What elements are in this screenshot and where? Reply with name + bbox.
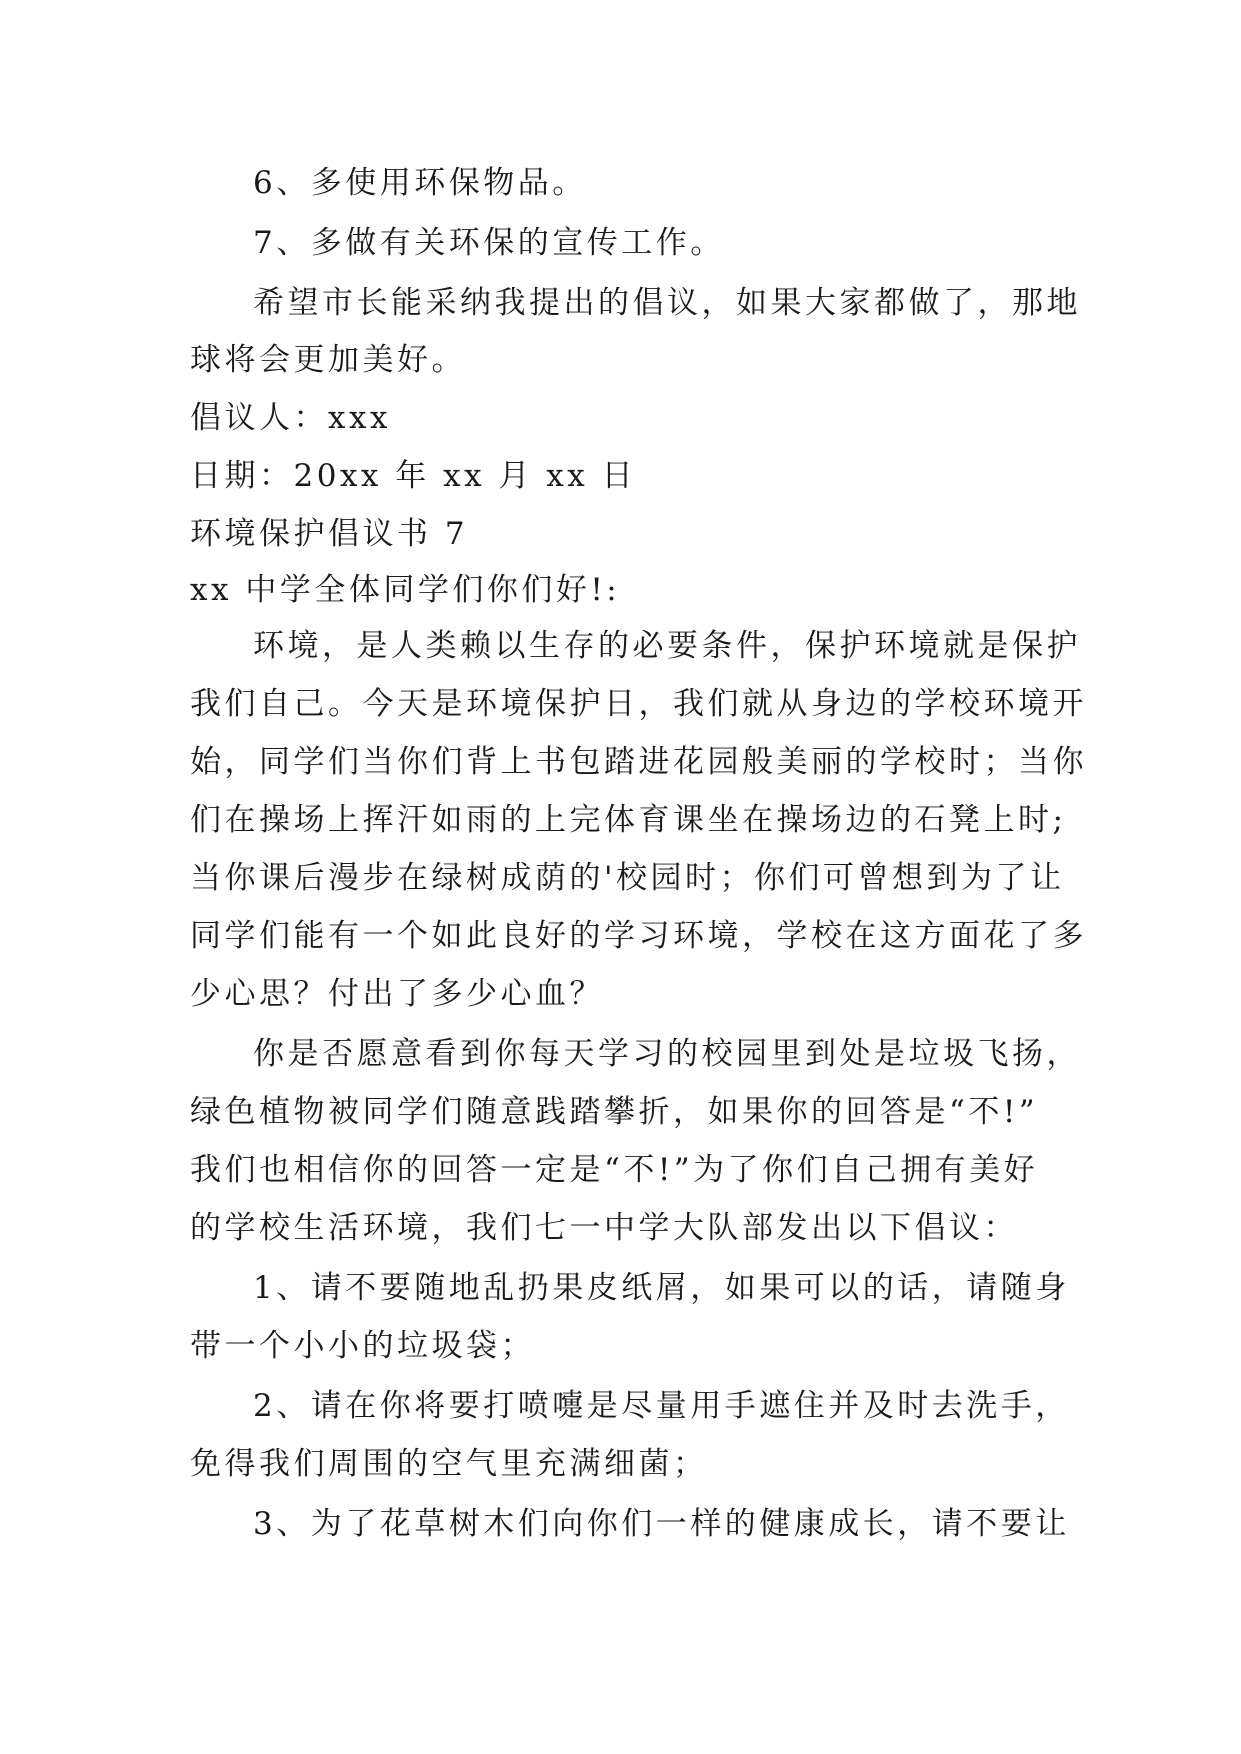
paragraph-environment-line-6: 同学们能有一个如此良好的学习环境，学校在这方面花了多 xyxy=(190,918,1087,954)
paragraph-hope-line-1: 希望市长能采纳我提出的倡议，如果大家都做了，那地 xyxy=(253,285,1081,321)
section-title: 环境保护倡议书 7 xyxy=(190,516,469,552)
paragraph-environment-line-7: 少心思？付出了多少心血？ xyxy=(190,976,604,1012)
list-item-7: 7、多做有关环保的宣传工作。 xyxy=(253,225,725,261)
proposer-line: 倡议人：xxx xyxy=(190,400,391,436)
proposal-3-line-1: 3、为了花草树木们向你们一样的健康成长，请不要让 xyxy=(253,1506,1070,1542)
salutation: xx 中学全体同学们你们好!: xyxy=(190,572,621,608)
paragraph-willing-line-4: 的学校生活环境，我们七一中学大队部发出以下倡议： xyxy=(190,1210,1018,1246)
proposal-1-line-1: 1、请不要随地乱扔果皮纸屑，如果可以的话，请随身 xyxy=(253,1270,1070,1306)
paragraph-environment-line-2: 我们自己。今天是环境保护日，我们就从身边的学校环境开 xyxy=(190,686,1087,722)
paragraph-environment-line-5: 当你课后漫步在绿树成荫的'校园时；你们可曾想到为了让 xyxy=(190,860,1065,896)
proposal-2-line-2: 免得我们周围的空气里充满细菌； xyxy=(190,1446,708,1482)
proposal-2-line-1: 2、请在你将要打喷嚏是尽量用手遮住并及时去洗手， xyxy=(253,1388,1070,1424)
paragraph-willing-line-1: 你是否愿意看到你每天学习的校园里到处是垃圾飞扬， xyxy=(253,1036,1081,1072)
paragraph-willing-line-2: 绿色植物被同学们随意践踏攀折，如果你的回答是“不!” xyxy=(190,1094,1039,1130)
list-item-6: 6、多使用环保物品。 xyxy=(253,165,587,201)
proposal-1-line-2: 带一个小小的垃圾袋； xyxy=(190,1328,535,1364)
paragraph-willing-line-3: 我们也相信你的回答一定是“不!”为了你们自己拥有美好 xyxy=(190,1152,1039,1188)
date-line: 日期：20xx 年 xx 月 xx 日 xyxy=(190,458,637,494)
paragraph-environment-line-3: 始，同学们当你们背上书包踏进花园般美丽的学校时；当你 xyxy=(190,744,1087,780)
paragraph-environment-line-4: 们在操场上挥汗如雨的上完体育课坐在操场边的石凳上时; xyxy=(190,802,1067,838)
paragraph-environment-line-1: 环境，是人类赖以生存的必要条件，保护环境就是保护 xyxy=(253,628,1081,664)
paragraph-hope-line-2: 球将会更加美好。 xyxy=(190,342,466,378)
